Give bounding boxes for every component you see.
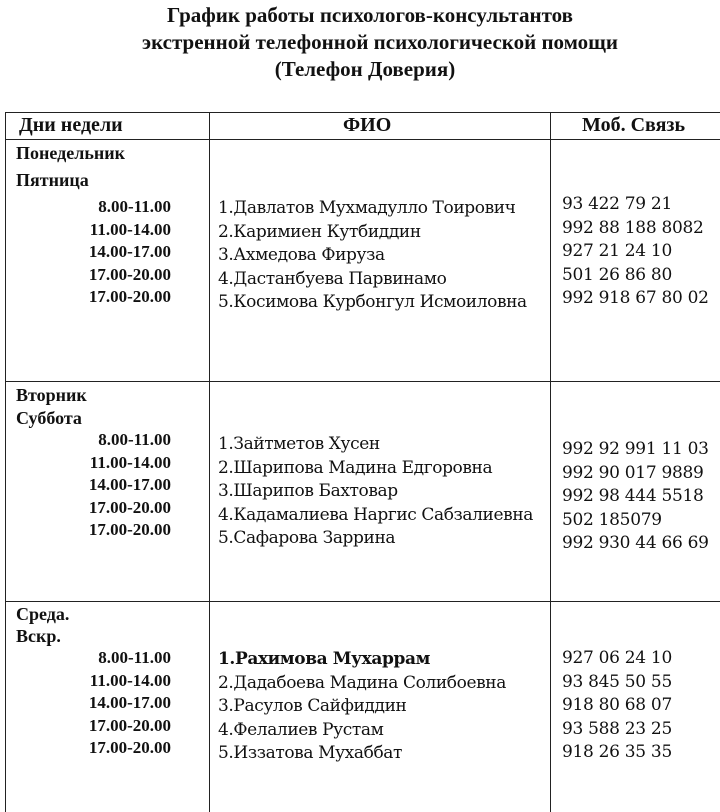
day-name: Понедельник	[16, 143, 125, 163]
phone-number: 927 06 24 10	[562, 648, 672, 668]
day-name: Вскр.	[16, 626, 61, 646]
time-slot: 14.00-17.00	[88, 693, 171, 712]
time-slot: 17.00-20.00	[88, 497, 171, 517]
day-name: Суббота	[16, 408, 82, 428]
time-slot: 11.00-14.00	[89, 670, 171, 690]
time-slot: 11.00-14.00	[89, 452, 171, 472]
psychologist-name: 4.Кадамалиева Наргис Сабзалиевна	[218, 504, 533, 525]
psychologist-name: 3.Шарипов Бахтовар	[218, 481, 398, 501]
time-slot: 17.00-20.00	[88, 738, 171, 757]
psychologist-name: 2.Каримиен Кутбиддин	[218, 221, 421, 242]
psychologist-list	[218, 197, 527, 315]
title-line-2: экстренной телефонной психологической помощи	[142, 30, 618, 54]
phone-number: 927 21 24 10	[562, 241, 672, 261]
day-name: Среда.	[16, 604, 70, 624]
header-separator	[5, 139, 720, 140]
time-slot: 8.00-11.00	[98, 648, 171, 667]
psychologist-name: 5.Косимова Курбонгул Исмоиловна	[218, 292, 527, 312]
time-slot: 17.00-20.00	[88, 287, 171, 306]
psychologist-list	[218, 648, 506, 766]
phone-number: 502 185079	[562, 509, 662, 530]
column-divider-1	[209, 112, 210, 812]
phone-list	[562, 438, 709, 556]
title-line-1: График работы психологов-консультантов	[167, 3, 573, 27]
time-slot: 14.00-17.00	[88, 475, 171, 494]
phone-list	[562, 647, 672, 765]
psychologist-list	[218, 433, 533, 551]
psychologist-name: 4.Фелалиев Рустам	[218, 719, 384, 740]
row-separator-1	[5, 381, 720, 382]
column-header-name: ФИО	[343, 114, 392, 136]
phone-list	[562, 193, 709, 311]
phone-number: 918 26 35 35	[562, 742, 672, 762]
day-name: Пятница	[16, 170, 89, 190]
phone-number: 501 26 86 80	[562, 264, 672, 285]
time-slot: 17.00-20.00	[88, 264, 171, 284]
time-slot: 8.00-11.00	[98, 197, 171, 216]
phone-number: 93 422 79 21	[562, 194, 672, 214]
phone-number: 992 918 67 80 02	[562, 288, 709, 308]
time-slots	[5, 429, 171, 542]
title-line-3: (Телефон Доверия)	[274, 57, 456, 81]
phone-number: 992 90 017 9889	[562, 462, 704, 483]
psychologist-name: 5.Сафарова Заррина	[218, 528, 396, 548]
psychologist-name: 2.Шарипова Мадина Едгоровна	[218, 457, 493, 478]
column-divider-2	[550, 112, 551, 812]
psychologist-name: 3.Ахмедова Фируза	[218, 245, 385, 265]
phone-number: 992 98 444 5518	[562, 486, 704, 506]
time-slots	[5, 196, 171, 309]
day-name: Вторник	[16, 385, 87, 405]
phone-number: 992 92 991 11 03	[562, 439, 709, 459]
time-slot: 17.00-20.00	[88, 520, 171, 539]
column-header-phone: Моб. Связь	[582, 114, 686, 136]
psychologist-name: 3.Расулов Сайфиддин	[218, 696, 407, 716]
psychologist-name: 1.Зайтметов Хусен	[218, 434, 380, 454]
time-slot: 11.00-14.00	[89, 219, 171, 239]
psychologist-name: 1.Рахимова Мухаррам	[218, 649, 430, 669]
document-title	[0, 2, 720, 83]
phone-number: 992 88 188 8082	[562, 217, 704, 238]
row-separator-2	[5, 601, 720, 602]
phone-number: 918 80 68 07	[562, 695, 672, 715]
phone-number: 93 845 50 55	[562, 671, 672, 692]
schedule-table	[5, 112, 720, 812]
time-slots	[5, 647, 171, 760]
phone-number: 93 588 23 25	[562, 718, 672, 739]
time-slot: 17.00-20.00	[88, 715, 171, 735]
column-header-days: Дни недели	[19, 114, 123, 136]
psychologist-name: 5.Иззатова Мухаббат	[218, 743, 403, 763]
psychologist-name: 4.Дастанбуева Парвинамо	[218, 268, 447, 289]
psychologist-name: 1.Давлатов Мухмадулло Тоирович	[218, 198, 516, 218]
psychologist-name: 2.Дадабоева Мадина Солибоевна	[218, 672, 506, 693]
time-slot: 14.00-17.00	[88, 242, 171, 261]
time-slot: 8.00-11.00	[98, 430, 171, 449]
phone-number: 992 930 44 66 69	[562, 533, 709, 553]
